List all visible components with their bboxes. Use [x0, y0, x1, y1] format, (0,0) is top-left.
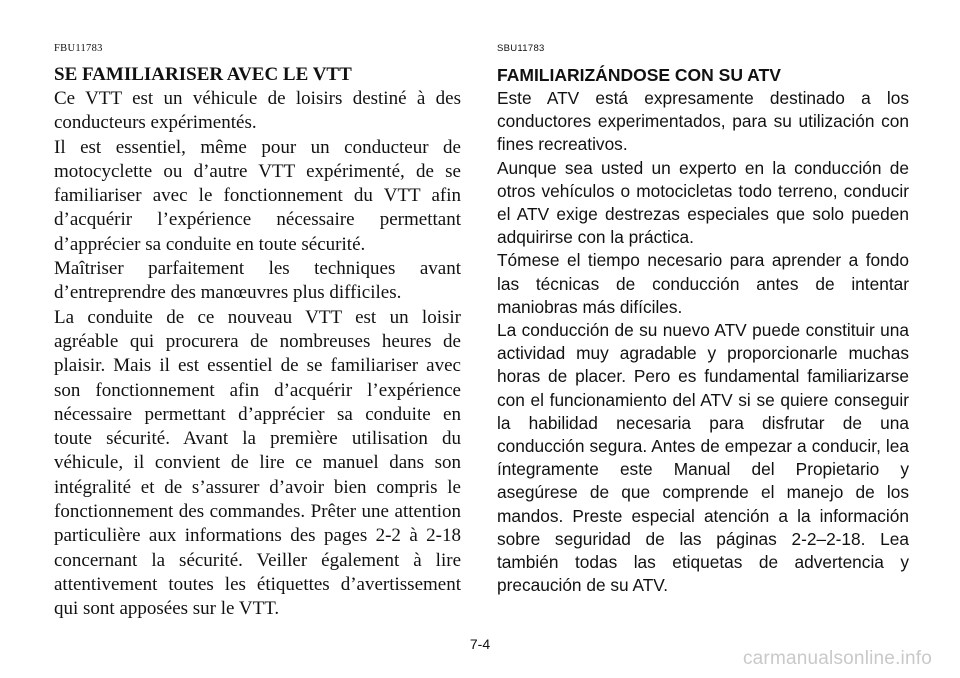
spanish-section-title: FAMILIARIZÁNDOSE CON SU ATV: [497, 65, 781, 85]
french-paragraph-2: Il est essentiel, même pour un conducteur de motocyclette ou d’autre VTT expérimenté, de se familiariser avec le fonctionnement du VTT afin d’acquérir l’expérience nécessaire permettant d’apprécier sa conduite en toute sécurité.: [54, 136, 461, 255]
french-paragraph-1: Ce VTT est un véhicule de loisirs destiné à des conducteurs expérimentés.: [54, 88, 461, 134]
french-column: [54, 42, 461, 622]
french-section-code: FBU11783: [54, 43, 103, 54]
watermark-text: carmanualsonline.info: [742, 648, 932, 669]
french-section-title: SE FAMILIARISER AVEC LE VTT: [54, 64, 352, 85]
spanish-paragraph-2: Aunque sea usted un experto en la conducción de otros vehículos o motocicletas todo terreno, conducir el ATV exige destrezas especiales que solo pueden adquirirse con la práctica.: [497, 157, 909, 248]
french-paragraph-3: Maîtriser parfaitement les techniques avant d’entreprendre des manœuvres plus difficiles.: [54, 258, 461, 304]
french-paragraph-4: La conduite de ce nouveau VTT est un loisir agréable qui procurera de nombreuses heures de plaisir. Mais il est essentiel de se familiariser avec son fonctionnement afin d’acquérir l’expérience nécessaire permettant d’apprécier sa conduite en toute sécurité. Avant la première utilisation du véhicule, il convient de lire ce manuel dans son intégralité et de s’assurer d’avoir bien compris le fonctionnement des commandes. Prêter une attention particulière aux informations des pages 2-2 à 2-18 concernant la sécurité. Veiller également à lire attentivement toutes les étiquettes d’avertissement qui sont apposées sur le VTT.: [54, 306, 461, 620]
page-number: 7-4: [469, 636, 491, 652]
spanish-paragraph-4: La conducción de su nuevo ATV puede constituir una actividad muy agradable y proporcionarle muchas horas de placer. Pero es fundamental familiarizarse con el funcionamiento del ATV si se quiere conseguir la habilidad necesaria para disfrutar de una conducción segura. Antes de empezar a conducir, lea íntegramente este Manual del Propietario y asegúrese de que comprende el manejo de los mandos. Preste especial atención a la información sobre seguridad de las páginas 2-2–2-18. Lea también todas las etiquetas de advertencia y precaución de su ATV.: [497, 320, 909, 596]
spanish-section-code: SBU11783: [497, 43, 545, 54]
spanish-column: [497, 42, 909, 597]
spanish-paragraph-1: Este ATV está expresamente destinado a los conductores experimentados, para su utilización con fines recreativos.: [497, 88, 909, 155]
spanish-paragraph-3: Tómese el tiempo necesario para aprender a fondo las técnicas de conducción antes de intentar maniobras más difíciles.: [497, 250, 909, 317]
